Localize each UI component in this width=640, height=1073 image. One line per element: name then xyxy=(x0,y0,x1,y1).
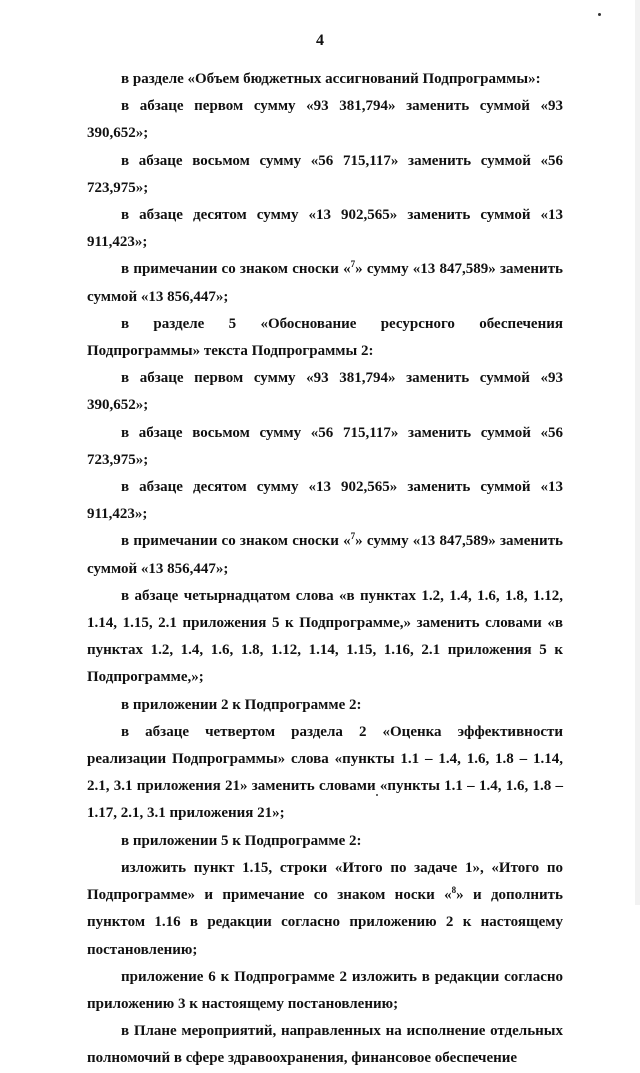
paragraph: в абзаце десятом сумму «13 902,565» заменить суммой «13 911,423»; xyxy=(87,207,563,251)
paragraph: в разделе «Объем бюджетных ассигнований Подпрограммы»: xyxy=(121,71,541,87)
paragraph: в приложении 2 к Подпрограмме 2: xyxy=(121,696,362,713)
document-body xyxy=(87,66,563,1073)
paragraph: приложение 6 к Подпрограмме 2 изложить в редакции согласно приложению 3 к настоящему постановлению; xyxy=(87,968,563,1012)
paragraph: в абзаце восьмом сумму «56 715,117» заменить суммой «56 723,975»; xyxy=(87,424,563,468)
paragraph: в примечании со знаком сноски «$^7$» сумму «13 847,589» заменить суммой «13 856,447»; xyxy=(87,259,563,305)
page-edge xyxy=(635,0,640,905)
paragraph: в абзаце четвертом раздела 2 «Оценка эффективности реализации Подпрограммы» слова «пункты 1.1 – 1.4, 1.6, 1.8 – 1.14, 2.1, 3.1 приложения 21» заменить словами «пункты 1.1 – 1.4, 1.6, 1.8 – 1.17, 2.1, 3.1 приложения 21»; xyxy=(87,723,563,822)
paragraph: в абзаце восьмом сумму «56 715,117» заменить суммой «56 723,975»; xyxy=(87,152,563,196)
paragraph: в разделе 5 «Обоснование ресурсного обеспечения Подпрограммы» текста Подпрограммы 2: xyxy=(87,315,563,360)
scan-mark xyxy=(598,13,601,16)
paragraph: в Плане мероприятий, направленных на исполнение отдельных полномочий в сфере здравоохранения, финансовое обеспечение xyxy=(87,1023,563,1067)
footnote-ref: 8 xyxy=(451,885,457,896)
paragraph: в абзаце четырнадцатом слова «в пунктах 1.2, 1.4, 1.6, 1.8, 1.12, 1.14, 1.15, 2.1 приложения 5 к Подпрограмме,» заменить словами «в пунктах 1.2, 1.4, 1.6, 1.8, 1.12, 1.14, 1.15, 1.16, 2.1 приложения 5 к Подпрограмме,»; xyxy=(87,587,563,686)
paragraph: в примечании со знаком сноски «$^7$» сумму «13 847,589» заменить суммой «13 856,447»; xyxy=(87,531,563,577)
footnote-ref: 7 xyxy=(350,531,356,542)
paragraph: в абзаце десятом сумму «13 902,565» заменить суммой «13 911,423»; xyxy=(87,479,563,523)
paragraph: в абзаце первом сумму «93 381,794» заменить суммой «93 390,652»; xyxy=(87,98,563,142)
paragraph: изложить пункт 1.15, строки «Итого по задаче 1», «Итого по Подпрограмме» и примечание со знаком носки «$^8$» и дополнить пунктом 1.16 в редакции согласно приложению 2 к настоящему постановлению; xyxy=(87,859,563,958)
page-number: 4 xyxy=(316,32,324,49)
paragraph: в абзаце первом сумму «93 381,794» заменить суммой «93 390,652»; xyxy=(87,370,563,414)
footnote-ref: 7 xyxy=(350,259,356,270)
paragraph: в приложении 5 к Подпрограмме 2: xyxy=(121,832,362,849)
